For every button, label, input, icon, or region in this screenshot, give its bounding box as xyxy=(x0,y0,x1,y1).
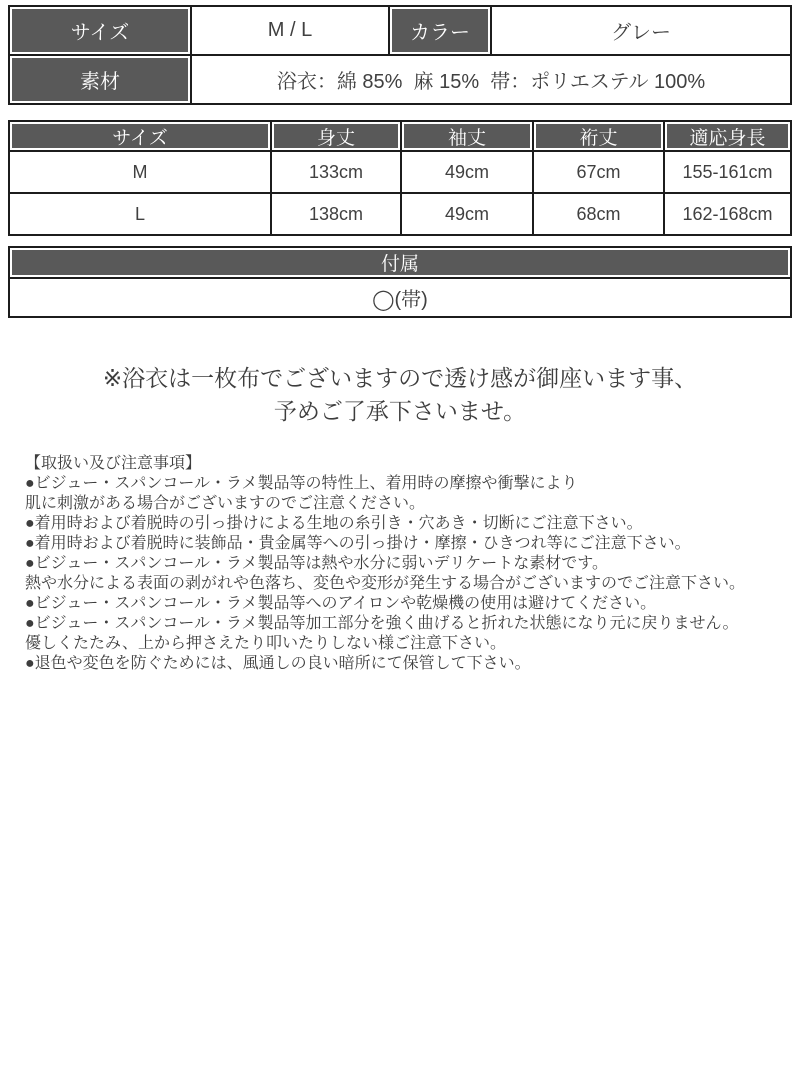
cell-size: M xyxy=(9,151,271,193)
spec-color-label: カラー xyxy=(389,6,491,55)
care-line: 肌に刺激がある場合がございますのでご注意ください。 xyxy=(25,495,426,512)
care-line: ●ビジュー・スパンコール・ラメ製品等加工部分を強く曲げると折れた状態になり元に戻りません。 xyxy=(25,615,739,632)
col-header-fit-height: 適応身長 xyxy=(664,121,791,151)
accessory-table xyxy=(8,246,792,318)
measurements-header-row xyxy=(9,121,791,151)
care-title: 【取扱い及び注意事項】 xyxy=(25,455,202,472)
care-line: ●着用時および着脱時の引っ掛けによる生地の糸引き・穴あき・切断にご注意下さい。 xyxy=(25,515,643,532)
col-header-size: サイズ xyxy=(9,121,271,151)
care-line: 優しくたたみ、上から押さえたり叩いたりしない様ご注意下さい。 xyxy=(25,635,506,652)
spec-table xyxy=(8,5,792,105)
spec-size-value: M / L xyxy=(191,6,389,55)
care-line: ●ビジュー・スパンコール・ラメ製品等へのアイロンや乾燥機の使用は避けてください。 xyxy=(25,595,657,612)
sheerness-notice xyxy=(8,362,792,428)
accessory-value-row xyxy=(9,278,791,317)
product-spec-sheet xyxy=(8,0,792,674)
cell-body-length: 133cm xyxy=(271,151,401,193)
care-line: ●退色や変色を防ぐためには、風通しの良い暗所にて保管して下さい。 xyxy=(25,655,531,672)
cell-sleeve-length: 49cm xyxy=(401,151,533,193)
cell-yuki-length: 67cm xyxy=(533,151,664,193)
spec-row-size-color xyxy=(9,6,791,55)
accessory-header: 付属 xyxy=(9,247,791,278)
col-header-sleeve-length: 袖丈 xyxy=(401,121,533,151)
cell-body-length: 138cm xyxy=(271,193,401,235)
accessory-header-row xyxy=(9,247,791,278)
col-header-yuki-length: 裄丈 xyxy=(533,121,664,151)
notice-line-1: ※浴衣は一枚布でございますので透け感が御座います事、 xyxy=(102,365,698,391)
notice-line-2: 予めご了承下さいませ。 xyxy=(273,398,527,424)
spec-color-value: グレー xyxy=(491,6,791,55)
measurements-table xyxy=(8,120,792,236)
care-line: ●ビジュー・スパンコール・ラメ製品等の特性上、着用時の摩擦や衝撃により xyxy=(25,475,578,492)
spec-row-material xyxy=(9,55,791,104)
table-row-size-l xyxy=(9,193,791,235)
spec-size-label: サイズ xyxy=(9,6,191,55)
table-row-size-m xyxy=(9,151,791,193)
care-line: ●ビジュー・スパンコール・ラメ製品等は熱や水分に弱いデリケートな素材です。 xyxy=(25,555,608,572)
cell-fit-height: 155-161cm xyxy=(664,151,791,193)
cell-size: L xyxy=(9,193,271,235)
cell-sleeve-length: 49cm xyxy=(401,193,533,235)
care-line: ●着用時および着脱時に装飾品・貴金属等への引っ掛け・摩擦・ひきつれ等にご注意下さい。 xyxy=(25,535,691,552)
spec-material-label: 素材 xyxy=(9,55,191,104)
cell-fit-height: 162-168cm xyxy=(664,193,791,235)
col-header-body-length: 身丈 xyxy=(271,121,401,151)
care-instructions xyxy=(25,454,792,674)
spec-material-value: 浴衣：綿 85% 麻 15% 帯：ポリエステル 100% xyxy=(191,55,791,104)
care-line: 熱や水分による表面の剥がれや色落ち、変色や変形が発生する場合がございますのでご注意下さい。 xyxy=(25,575,746,592)
accessory-value: ◯(帯) xyxy=(9,278,791,317)
cell-yuki-length: 68cm xyxy=(533,193,664,235)
